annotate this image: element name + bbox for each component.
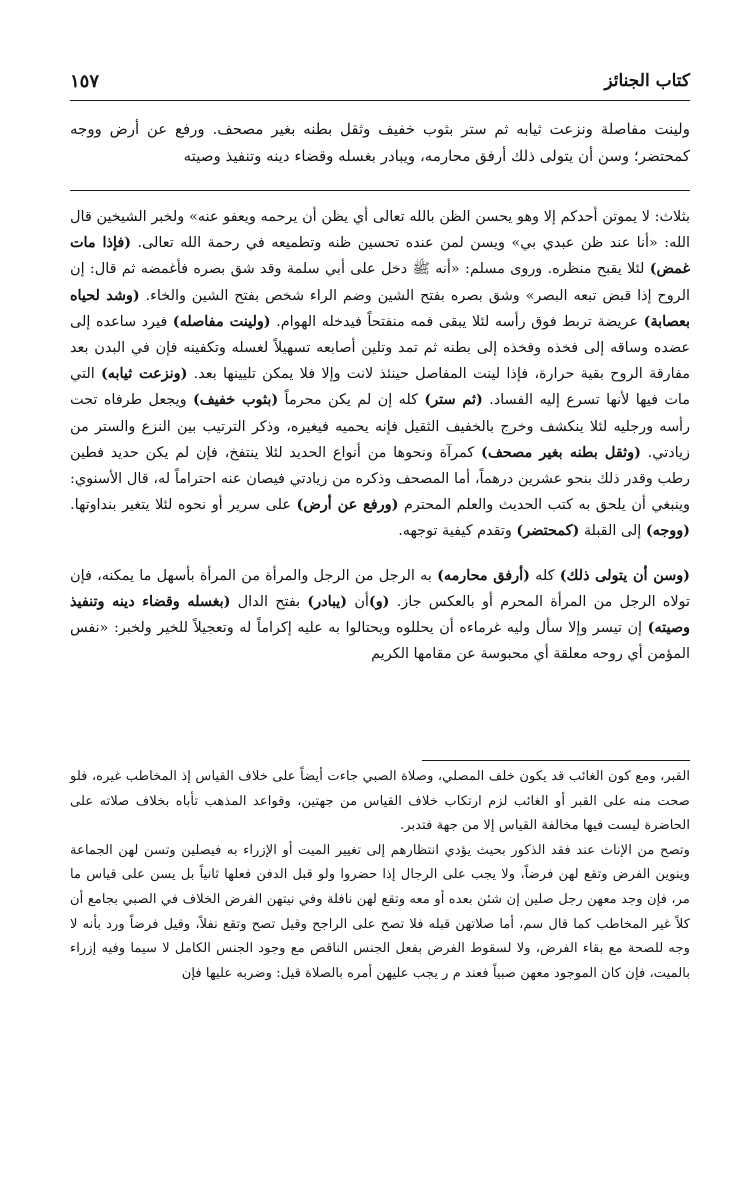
bold-matn-quote: (بثوب خفيف) [192, 391, 279, 409]
page-number: ١٥٧ [70, 70, 100, 92]
commentary-text: به الرجل من الرجل والمرأة من المرأة بأسهل ما يمكنه، فإن تولاه الرجل من المرأة المحرم أو بالعكس جاز. [70, 567, 690, 610]
bold-matn-quote: (وشد لحياه بعصابة) [70, 286, 690, 330]
footnote-divider [422, 760, 690, 761]
main-text-divider [70, 190, 690, 191]
bold-matn-quote: (ونزعت ثيابه) [101, 365, 188, 383]
bold-matn-quote: (أرفق محارمه) [437, 566, 530, 584]
bold-matn-quote: (وثقل بطنه بغير مصحف) [481, 443, 641, 461]
commentary-text: إلى القبلة [579, 523, 646, 540]
commentary-paragraph-1 [70, 204, 690, 545]
commentary-text: على سرير أو نحوه لئلا يتغير بنداوتها. [70, 497, 297, 514]
bold-matn-quote: (بغسله وقضاء دينه وتنفيذ وصيته) [70, 592, 690, 637]
commentary-text: كمرآة ونحوها من أنواع الحديد لئلا ينتفخ، فإن لم يكن حديد فطين رطب وقدر ذلك بنحو عشرين درهماً، أما المصحف وذكره من زيادتي فيصان عنه احتراماً له، قال الأسنوي: وينبغي أن يلحق به كتب الحديث والعلم المحترم [70, 444, 690, 514]
bold-matn-quote: (فإذا مات غمض) [70, 234, 690, 278]
main-text: ولينت مفاصلة ونزعت ثيابه ثم ستر بثوب خفيف وثقل بطنه بغير مصحف. ورفع عن أرض ووجه كمحتضر؛ وسن أن يتولى ذلك أرفق محارمه، ويبادر بغسله وقضاء دينه وتنفيذ وصيته [70, 120, 690, 165]
commentary-text: التي مات فيها لأنها تسرع إليه الفساد. [70, 366, 691, 409]
bold-matn-quote: (ووجه) [645, 522, 690, 540]
commentary-text: إن تيسر وإلا سأل وليه غرماءه أن يحللوه ويحتالوا به عليه إكراماً له وتعجيلاً للخير ولخبر: «نفس المؤمن أي روحه معلقة أي محبوسة عن مقامها الكريم [70, 620, 690, 663]
footnote-paragraph-2: وتصح من الإناث عند فقد الذكور بحيث يؤدي انتظارهم إلى تغيير الميت أو الإزراء به فيصلين وتسن لهن الجماعة وينوين الفرض وتقع لهن فرضاً، ولا يجب على الرجال إذا حضروا ولو قبل الدفن فعلها ثانياً بل يسن على قياس ما مر، فإن وجد معهن رجل صلين إن شئن بعده أو معه وتقع لهن نافلة وفي نيتهن الفرض الخلاف في الصبي بجامع أن كلاً غير المخاطب كما قال سم، أما صلاتهن قبله فلا تصح على الراجح وقيل تصح وتقع نفلاً، وقيل فرضاً ورد بأنه لا وجه للصحة مع بقاء الفرض، ولا لسقوط الفرض بفعل الجنس الناقص مع وجود الجنس الكامل لا سيما وفيه إزراء بالميت، فإن كان الموجود معهن صبياً فعند م ر يجب عليهن أمره بالصلاة قيل: وضربه عليها فإن [70, 842, 690, 981]
chapter-title: كتاب الجنائز [604, 71, 690, 91]
commentary [70, 204, 690, 667]
commentary-text: ويجعل طرفاه تحت رأسه ورجليه لئلا ينكشف وخرج بالخفيف الثقيل فإنه يحميه فيغيره، وذكر الترتيب بين النزع والستر من زيادتي. [70, 392, 690, 461]
footnotes [70, 765, 690, 986]
commentary-text: وتقدم كيفية توجهه. [398, 523, 517, 540]
bold-matn-quote: (وسن أن يتولى ذلك) [559, 566, 690, 584]
page-header [70, 62, 690, 101]
footnote-paragraph-1: القبر، ومع كون الغائب قد يكون خلف المصلي، وصلاة الصبي جاءت أيضاً على خلاف القياس إذ المخاطب غيره، فلو صحت منه على القبر أو الغائب لزم ارتكاب خلاف القياس من جهتين، وقواعد المذهب تأباه بخلاف صلاته على الحاضرة ليست فيها مخالفة القياس إلا من جهة فتدبر. [70, 769, 690, 834]
bold-matn-quote: (ورفع عن أرض) [296, 496, 399, 514]
commentary-paragraph-2 [70, 563, 690, 668]
commentary-text: فيرد ساعده إلى عضده وساقه إلى فخذه وفخذه إلى بطنه ثم تمد وتلين أصابعه تسهيلاً لغسله وتكفينه فإن في البدن بعد مفارقة الروح بقية حرارة، فإذا لينت المفاصل حينئذ لانت وإلا فلا يمكن تليينها بعد. [70, 313, 690, 383]
commentary-text: كله [529, 567, 560, 584]
bold-matn-quote: (و) [368, 592, 390, 610]
commentary-text: لئلا يقبح منظره. وروى مسلم: «أنه ﷺ دخل على أبي سلمة وقد شق بصره فأغمضه ثم قال: إن الروح إذا قبض تبعه البصر» وشق بصره بفتح الشين وضم الراء شخص بفتح الشين والخاء. [70, 261, 690, 304]
bold-matn-quote: (يبادر) [307, 592, 348, 610]
commentary-text: عريضة تربط فوق رأسه لئلا يبقى فمه منفتحاً فيدخله الهوام. [270, 313, 644, 330]
commentary-text: بفتح الدال [230, 593, 308, 610]
bold-matn-quote: (كمحتضر) [516, 522, 580, 540]
bold-matn-quote: (ثم ستر) [424, 391, 483, 409]
commentary-text: أن [347, 593, 369, 610]
commentary-text: كله إن لم يكن محرماً [278, 392, 425, 409]
bold-matn-quote: (ولينت مفاصله) [172, 312, 271, 330]
commentary-text: بثلاث: لا يموتن أحدكم إلا وهو يحسن الظن بالله تعالى أي يظن أن يرحمه ويعفو عنه» ولخبر الشيخين قال الله: «أنا عند ظن عبدي بي» ويسن لمن عنده تحسين ظنه وتطميعه في رحمة الله تعالى. [70, 209, 690, 252]
